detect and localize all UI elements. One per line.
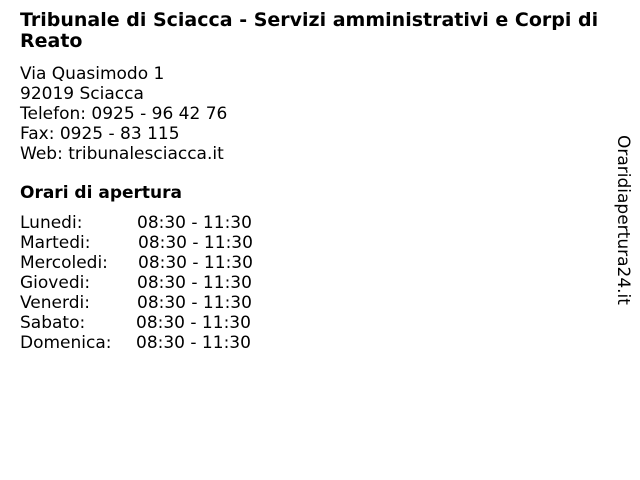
day-label: Lunedi: — [20, 213, 83, 233]
day-label: Venerdi: — [20, 293, 90, 313]
address-city: 92019 Sciacca — [20, 84, 144, 104]
day-label: Giovedi: — [20, 273, 91, 293]
time-range: 08:30 - 11:30 — [138, 233, 253, 253]
day-label: Domenica: — [20, 333, 112, 353]
site-watermark: Oraridiapertura24.it — [613, 135, 633, 305]
day-label: Sabato: — [20, 313, 86, 333]
time-range: 08:30 - 11:30 — [137, 293, 252, 313]
time-range: 08:30 - 11:30 — [138, 253, 253, 273]
time-range: 08:30 - 11:30 — [137, 213, 252, 233]
time-range: 08:30 - 11:30 — [136, 333, 251, 353]
opening-hours-heading: Orari di apertura — [20, 183, 182, 203]
day-label: Martedi: — [20, 233, 91, 253]
time-range: 08:30 - 11:30 — [136, 313, 251, 333]
phone-number: Telefon: 0925 - 96 42 76 — [20, 104, 228, 124]
page-title: Tribunale di Sciacca - Servizi amministrativi e Corpi di Reato — [20, 9, 599, 52]
day-label: Mercoledi: — [20, 253, 108, 273]
address-street: Via Quasimodo 1 — [20, 64, 165, 84]
fax-number: Fax: 0925 - 83 115 — [20, 124, 180, 144]
website: Web: tribunalesciacca.it — [20, 144, 224, 164]
contact-info — [20, 64, 227, 164]
time-range: 08:30 - 11:30 — [137, 273, 252, 293]
